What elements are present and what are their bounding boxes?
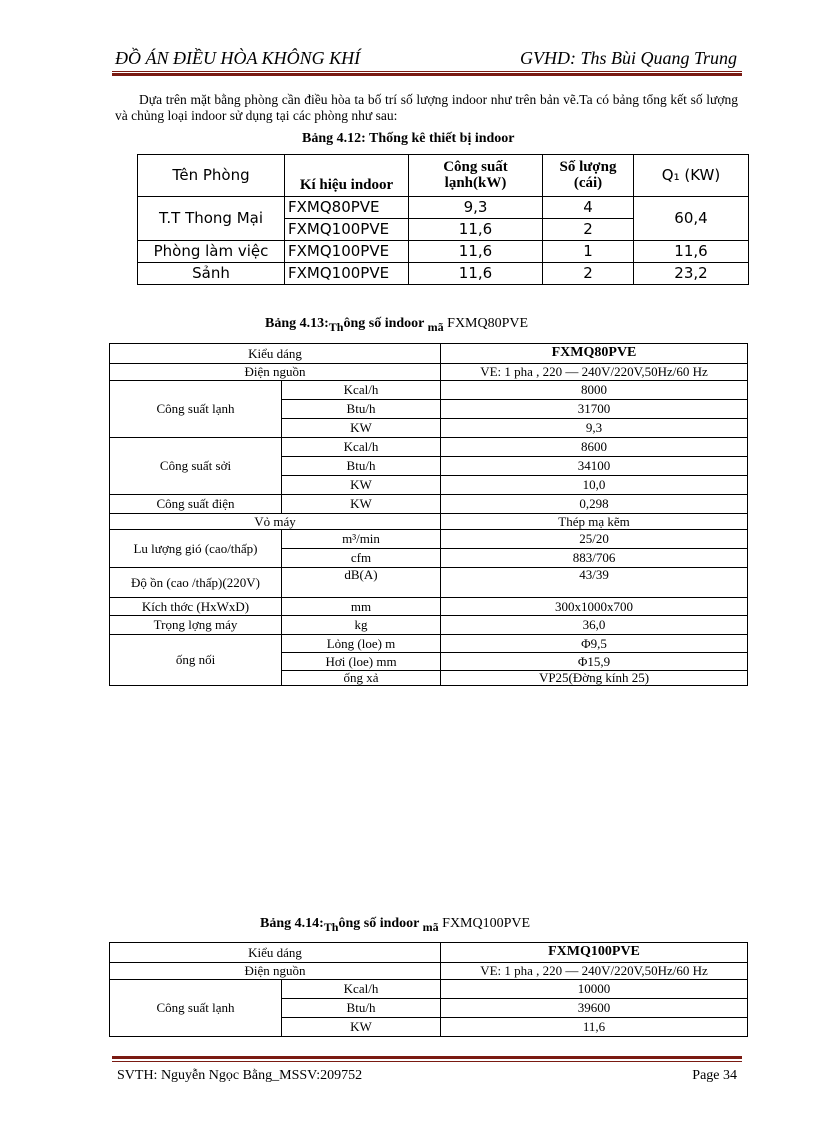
unit-cell: ống xả — [282, 671, 441, 686]
unit-cell: Btu/h — [282, 999, 441, 1018]
unit-cell: mm — [282, 598, 441, 616]
row-label: Kích thớc (HxWxD) — [110, 598, 282, 616]
col-header-capacity: Công suất lạnh(kW) — [409, 155, 543, 197]
unit-cell: KW — [282, 419, 441, 438]
header-rule-thin — [112, 71, 742, 72]
value-cell: 10000 — [441, 980, 748, 999]
table-4-14-caption: Bảng 4.14:Thông số indoor mã FXMQ100PVE — [260, 916, 531, 934]
row-label: Công suất sởi — [110, 438, 282, 495]
cell-room: Sảnh — [138, 263, 285, 285]
row-label: Độ ồn (cao /thấp)(220V) — [110, 568, 282, 598]
cell-q1: 60,4 — [634, 197, 749, 241]
cell-room: Phòng làm việc — [138, 241, 285, 263]
table-4-14 — [109, 942, 748, 1037]
unit-cell: Kcal/h — [282, 438, 441, 457]
unit-cell: Kcal/h — [282, 381, 441, 400]
cell-capacity: 9,3 — [409, 197, 543, 219]
cell-code: FXMQ100PVE — [285, 219, 409, 241]
unit-cell: cfm — [282, 549, 441, 568]
footer-rule-thick — [112, 1056, 742, 1059]
value-cell: 0,298 — [441, 495, 748, 514]
value-cell: VP25(Đờng kính 25) — [441, 671, 748, 686]
value-cell: 25/20 — [441, 530, 748, 549]
cell-room: T.T Thong Mại — [138, 197, 285, 241]
row-label: ống nối — [110, 635, 282, 686]
cell-capacity: 11,6 — [409, 241, 543, 263]
value-cell: 9,3 — [441, 419, 748, 438]
value-cell: 31700 — [441, 400, 748, 419]
row-label: Điện nguồn — [110, 364, 441, 381]
table-4-12-caption: Bảng 4.12: Thống kê thiết bị indoor — [302, 131, 515, 146]
unit-cell: KW — [282, 476, 441, 495]
unit-cell: Btu/h — [282, 400, 441, 419]
value-cell: 39600 — [441, 999, 748, 1018]
unit-cell: Btu/h — [282, 457, 441, 476]
unit-cell: Kcal/h — [282, 980, 441, 999]
value-cell: 10,0 — [441, 476, 748, 495]
table-4-13 — [109, 343, 748, 686]
table-4-13-caption: Bảng 4.13:Thông số indoor mã FXMQ80PVE — [265, 316, 529, 334]
unit-cell: KW — [282, 495, 441, 514]
value-cell: 300x1000x700 — [441, 598, 748, 616]
unit-cell: dB(A) — [282, 568, 441, 598]
row-label: Công suất điện — [110, 495, 282, 514]
model-value: FXMQ100PVE — [441, 943, 748, 963]
row-label: Kiểu dáng — [110, 943, 441, 963]
model-value: FXMQ80PVE — [441, 344, 748, 364]
intro-paragraph: Dựa trên mặt bằng phòng cần điều hòa ta bố trí số lượng indoor như trên bản vẽ.Ta có bảng tổng kết số lượng và chủng loại indoor sử dụng tại các phòng như sau: — [115, 92, 738, 123]
power-value: VE: 1 pha , 220 — 240V/220V,50Hz/60 Hz — [441, 364, 748, 381]
footer-student: SVTH: Nguyễn Ngọc Bằng_MSSV:209752 — [117, 1068, 363, 1083]
power-value: VE: 1 pha , 220 — 240V/220V,50Hz/60 Hz — [441, 963, 748, 980]
col-header-q1: Q₁ (KW) — [634, 155, 749, 197]
value-cell: Φ15,9 — [441, 653, 748, 671]
cell-q1: 11,6 — [634, 241, 749, 263]
row-label: Trọng lợng máy — [110, 616, 282, 635]
table-4-12 — [137, 154, 749, 285]
col-header-qty: Số lượng (cái) — [543, 155, 634, 197]
unit-cell: m³/min — [282, 530, 441, 549]
unit-cell: kg — [282, 616, 441, 635]
unit-cell: KW — [282, 1018, 441, 1037]
cell-qty: 1 — [543, 241, 634, 263]
value-cell: 883/706 — [441, 549, 748, 568]
cell-qty: 4 — [543, 197, 634, 219]
page-number: Page 34 — [692, 1068, 737, 1083]
row-label: Công suất lạnh — [110, 381, 282, 438]
header-title: ĐỒ ÁN ĐIỀU HÒA KHÔNG KHÍ — [115, 48, 361, 68]
col-header-room: Tên Phòng — [138, 155, 285, 197]
cell-qty: 2 — [543, 219, 634, 241]
value-cell: 8600 — [441, 438, 748, 457]
header-advisor: GVHD: Ths Bùi Quang Trung — [519, 48, 737, 68]
value-cell: 8000 — [441, 381, 748, 400]
row-label: Công suất lạnh — [110, 980, 282, 1037]
cell-q1: 23,2 — [634, 263, 749, 285]
value-cell: 34100 — [441, 457, 748, 476]
value-cell: 11,6 — [441, 1018, 748, 1037]
col-header-code: Kí hiệu indoor — [285, 155, 409, 197]
value-cell: Φ9,5 — [441, 635, 748, 653]
value-cell: 36,0 — [441, 616, 748, 635]
cell-code: FXMQ80PVE — [285, 197, 409, 219]
row-label: Điện nguồn — [110, 963, 441, 980]
value-cell: 43/39 — [441, 568, 748, 598]
footer-rule-thin — [112, 1061, 742, 1062]
cell-capacity: 11,6 — [409, 263, 543, 285]
unit-cell: Lỏng (loe) m — [282, 635, 441, 653]
cell-code: FXMQ100PVE — [285, 263, 409, 285]
unit-cell: Hơi (loe) mm — [282, 653, 441, 671]
cell-qty: 2 — [543, 263, 634, 285]
cell-code: FXMQ100PVE — [285, 241, 409, 263]
header-rule-thick — [112, 73, 742, 76]
value-cell: Thép mạ kẽm — [441, 514, 748, 530]
row-label: Vỏ máy — [110, 514, 441, 530]
row-label: Kiểu dáng — [110, 344, 441, 364]
row-label: Lu lượng gió (cao/thấp) — [110, 530, 282, 568]
cell-capacity: 11,6 — [409, 219, 543, 241]
